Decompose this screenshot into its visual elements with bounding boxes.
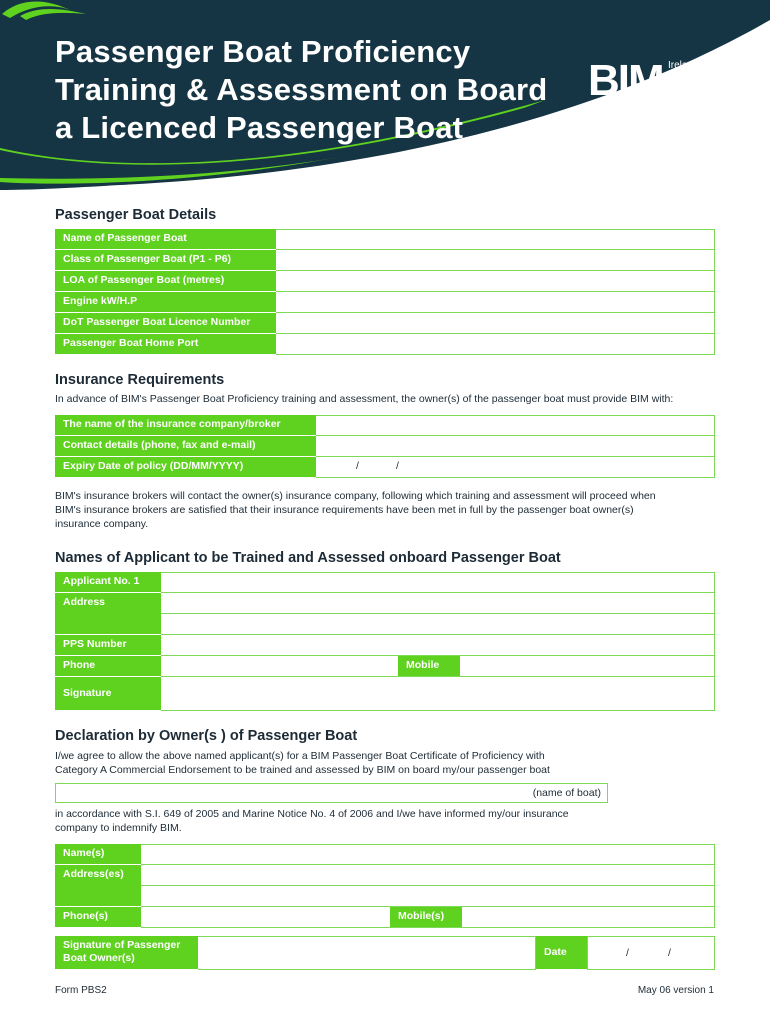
boat-class-field[interactable] xyxy=(276,249,715,271)
owner-phones-field[interactable] xyxy=(141,906,715,928)
date-slash: / xyxy=(356,460,359,472)
boat-name-field[interactable] xyxy=(276,229,715,250)
licence-number-field[interactable] xyxy=(276,312,715,334)
bim-logo: BIM xyxy=(588,56,663,105)
boat-loa-field[interactable] xyxy=(276,270,715,292)
applicant-no-label: Applicant No. 1 xyxy=(55,572,161,593)
header-banner xyxy=(0,0,770,200)
date-field[interactable] xyxy=(587,936,715,970)
boat-name-hint: (name of boat) xyxy=(532,787,601,799)
boat-name-input[interactable] xyxy=(55,783,608,803)
form-number: Form PBS2 xyxy=(55,985,107,996)
contact-details-label: Contact details (phone, fax and e-mail) xyxy=(55,436,316,457)
owner-signature-field[interactable] xyxy=(198,936,536,970)
licence-number-label: DoT Passenger Boat Licence Number xyxy=(55,313,276,334)
boat-details-table xyxy=(55,229,715,355)
phone-field[interactable] xyxy=(161,655,715,677)
applicant-name-field[interactable] xyxy=(161,572,715,593)
applicant-heading: Names of Applicant to be Trained and Assessed onboard Passenger Boat xyxy=(55,550,561,566)
insurance-note: BIM's insurance brokers will contact the owner(s) insurance company, following which training and assessment will proceed when BIM's insurance brokers are satisfied that their insurance requirements have been met in full by the passenger boat owner(s) insurance company. xyxy=(55,490,656,530)
declaration-text: I/we agree to allow the above named applicant(s) for a BIM Passenger Boat Certificate of Proficiency with Category A Commercial Endorsement to be trained and assessed by BIM on board my/our passenger boat xyxy=(55,750,550,776)
engine-field[interactable] xyxy=(276,291,715,313)
owner-addresses-label: Address(es) xyxy=(55,865,141,907)
address-label: Address xyxy=(55,593,161,635)
owner-phones-label: Phone(s) xyxy=(55,907,141,928)
insurer-name-label: The name of the insurance company/broker xyxy=(55,415,316,436)
owner-names-label: Name(s) xyxy=(55,844,141,865)
bim-wave-icon xyxy=(0,0,90,22)
contact-details-field[interactable] xyxy=(316,435,715,457)
boat-loa-label: LOA of Passenger Boat (metres) xyxy=(55,271,276,292)
date-slash: / xyxy=(626,947,629,959)
mobile-label: Mobile xyxy=(398,656,460,676)
signature-field[interactable] xyxy=(161,676,715,711)
address-field[interactable] xyxy=(161,592,715,635)
signature-label: Signature xyxy=(55,677,161,711)
bim-logo-tagline: Ireland's Seafood Development Agency xyxy=(668,60,727,104)
owner-signature-label: Signature of Passenger Boat Owner(s) xyxy=(55,936,198,970)
insurer-name-field[interactable] xyxy=(316,415,715,436)
owner-mobiles-label: Mobile(s) xyxy=(390,907,462,927)
home-port-label: Passenger Boat Home Port xyxy=(55,334,276,355)
owner-signature-table xyxy=(55,936,715,970)
date-slash: / xyxy=(396,460,399,472)
boat-details-heading: Passenger Boat Details xyxy=(55,207,217,223)
owner-table xyxy=(55,844,715,928)
owner-addresses-field[interactable] xyxy=(141,864,715,907)
boat-class-label: Class of Passenger Boat (P1 - P6) xyxy=(55,250,276,271)
expiry-date-field[interactable] xyxy=(316,456,715,478)
pps-field[interactable] xyxy=(161,634,715,656)
phone-label: Phone xyxy=(55,656,161,677)
engine-label: Engine kW/H.P xyxy=(55,292,276,313)
declaration-text-2: in accordance with S.I. 649 of 2005 and Marine Notice No. 4 of 2006 and I/we have informed my/our insurance company to indemnify BIM. xyxy=(55,808,569,834)
page-title: Passenger Boat Proficiency Training & Assessment on Board a Licenced Passenger Boat xyxy=(55,34,548,145)
form-version: May 06 version 1 xyxy=(637,985,714,996)
owner-names-field[interactable] xyxy=(141,844,715,865)
insurance-heading: Insurance Requirements xyxy=(55,372,225,388)
pps-label: PPS Number xyxy=(55,635,161,656)
applicant-table xyxy=(55,572,715,711)
date-slash: / xyxy=(668,947,671,959)
boat-name-label: Name of Passenger Boat xyxy=(55,229,276,250)
expiry-date-label: Expiry Date of policy (DD/MM/YYYY) xyxy=(55,457,316,478)
date-label: Date xyxy=(536,936,587,970)
declaration-heading: Declaration by Owner(s ) of Passenger Boat xyxy=(55,728,358,744)
insurance-table xyxy=(55,415,715,478)
home-port-field[interactable] xyxy=(276,333,715,355)
insurance-intro: In advance of BIM's Passenger Boat Proficiency training and assessment, the owner(s) of the passenger boat must provide BIM with: xyxy=(55,393,674,405)
